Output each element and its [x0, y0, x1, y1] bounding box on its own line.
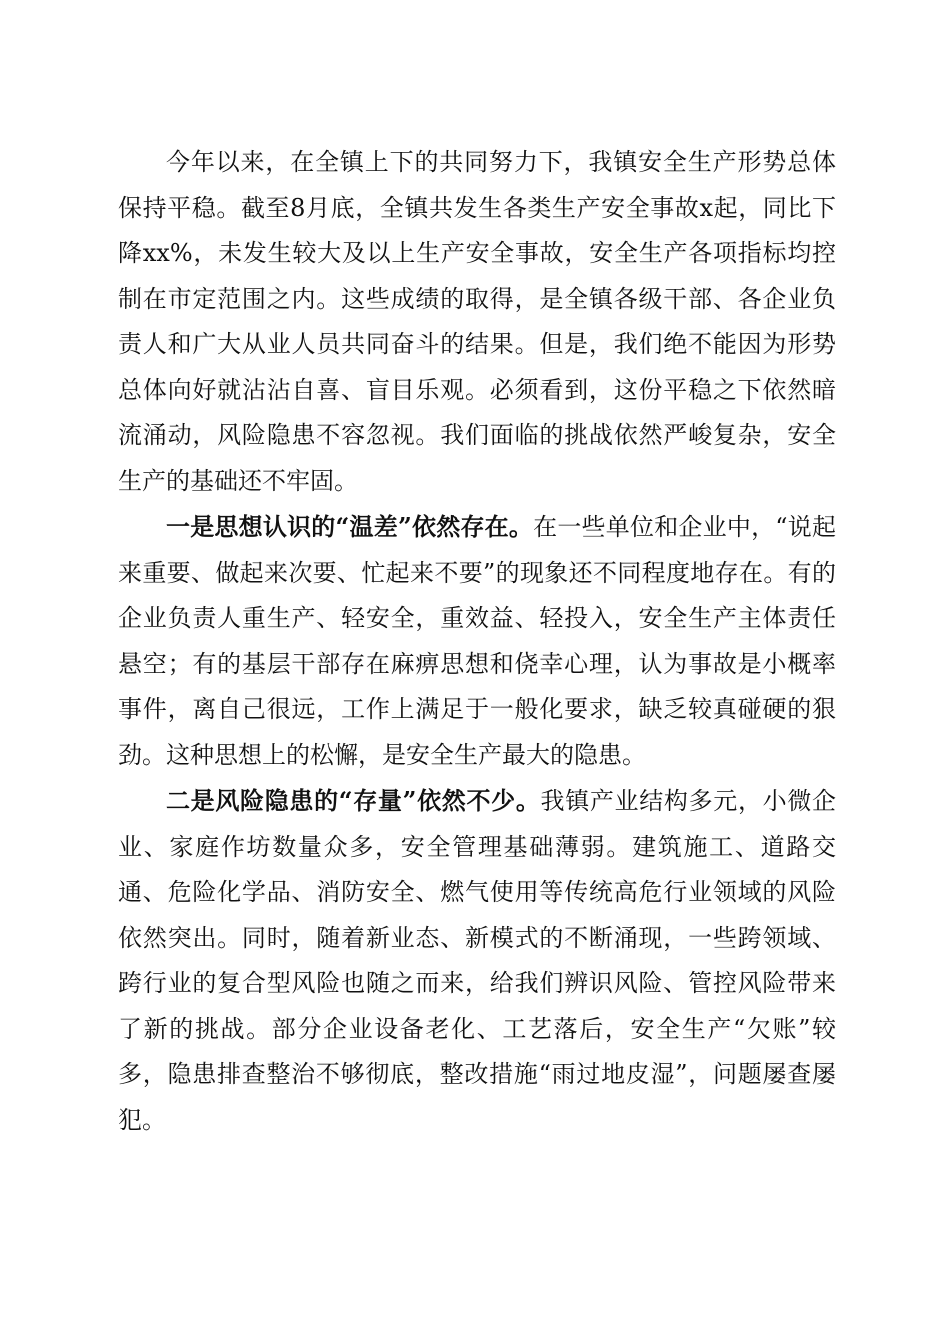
paragraph-risk-stock	[118, 778, 836, 1143]
paragraph-text: 我镇产业结构多元，小微企业、家庭作坊数量众多，安全管理基础薄弱。建筑施工、道路交通、危险化学品、消防安全、燃气使用等传统高危行业领域的风险依然突出。同时，随着新业态、新模式的不断涌现，一些跨领域、跨行业的复合型风险也随之而来，给我们辨识风险、管控风险带来了新的挑战。部分企业设备老化、工艺落后，安全生产“欠账”较多，隐患排查整治不够彻底，整改措施“雨过地皮湿”，问题屡查屡犯。	[118, 787, 837, 1134]
paragraph-lead: 二是风险隐患的“存量”依然不少。	[166, 786, 541, 815]
document-page	[118, 140, 836, 1143]
paragraph-text: 在一些单位和企业中，“说起来重要、做起来次要、忙起来不要”的现象还不同程度地存在。有的企业负责人重生产、轻安全，重效益、轻投入，安全生产主体责任悬空；有的基层干部存在麻痹思想和侥幸心理，认为事故是小概率事件，离自己很远，工作上满足于一般化要求，缺乏较真碰硬的狠劲。这种思想上的松懈，是安全生产最大的隐患。	[118, 513, 836, 769]
paragraph-overview	[118, 140, 836, 504]
paragraph-awareness-gap	[118, 504, 836, 778]
paragraph-text: 今年以来，在全镇上下的共同努力下，我镇安全生产形势总体保持平稳。截至8月底，全镇共发生各类生产安全事故x起，同比下降xx%，未发生较大及以上生产安全事故，安全生产各项指标均控制在市定范围之内。这些成绩的取得，是全镇各级干部、各企业负责人和广大从业人员共同奋斗的结果。但是，我们绝不能因为形势总体向好就沾沾自喜、盲目乐观。必须看到，这份平稳之下依然暗流涌动，风险隐患不容忽视。我们面临的挑战依然严峻复杂，安全生产的基础还不牢固。	[118, 148, 836, 495]
paragraph-lead: 一是思想认识的“温差”依然存在。	[166, 512, 534, 541]
